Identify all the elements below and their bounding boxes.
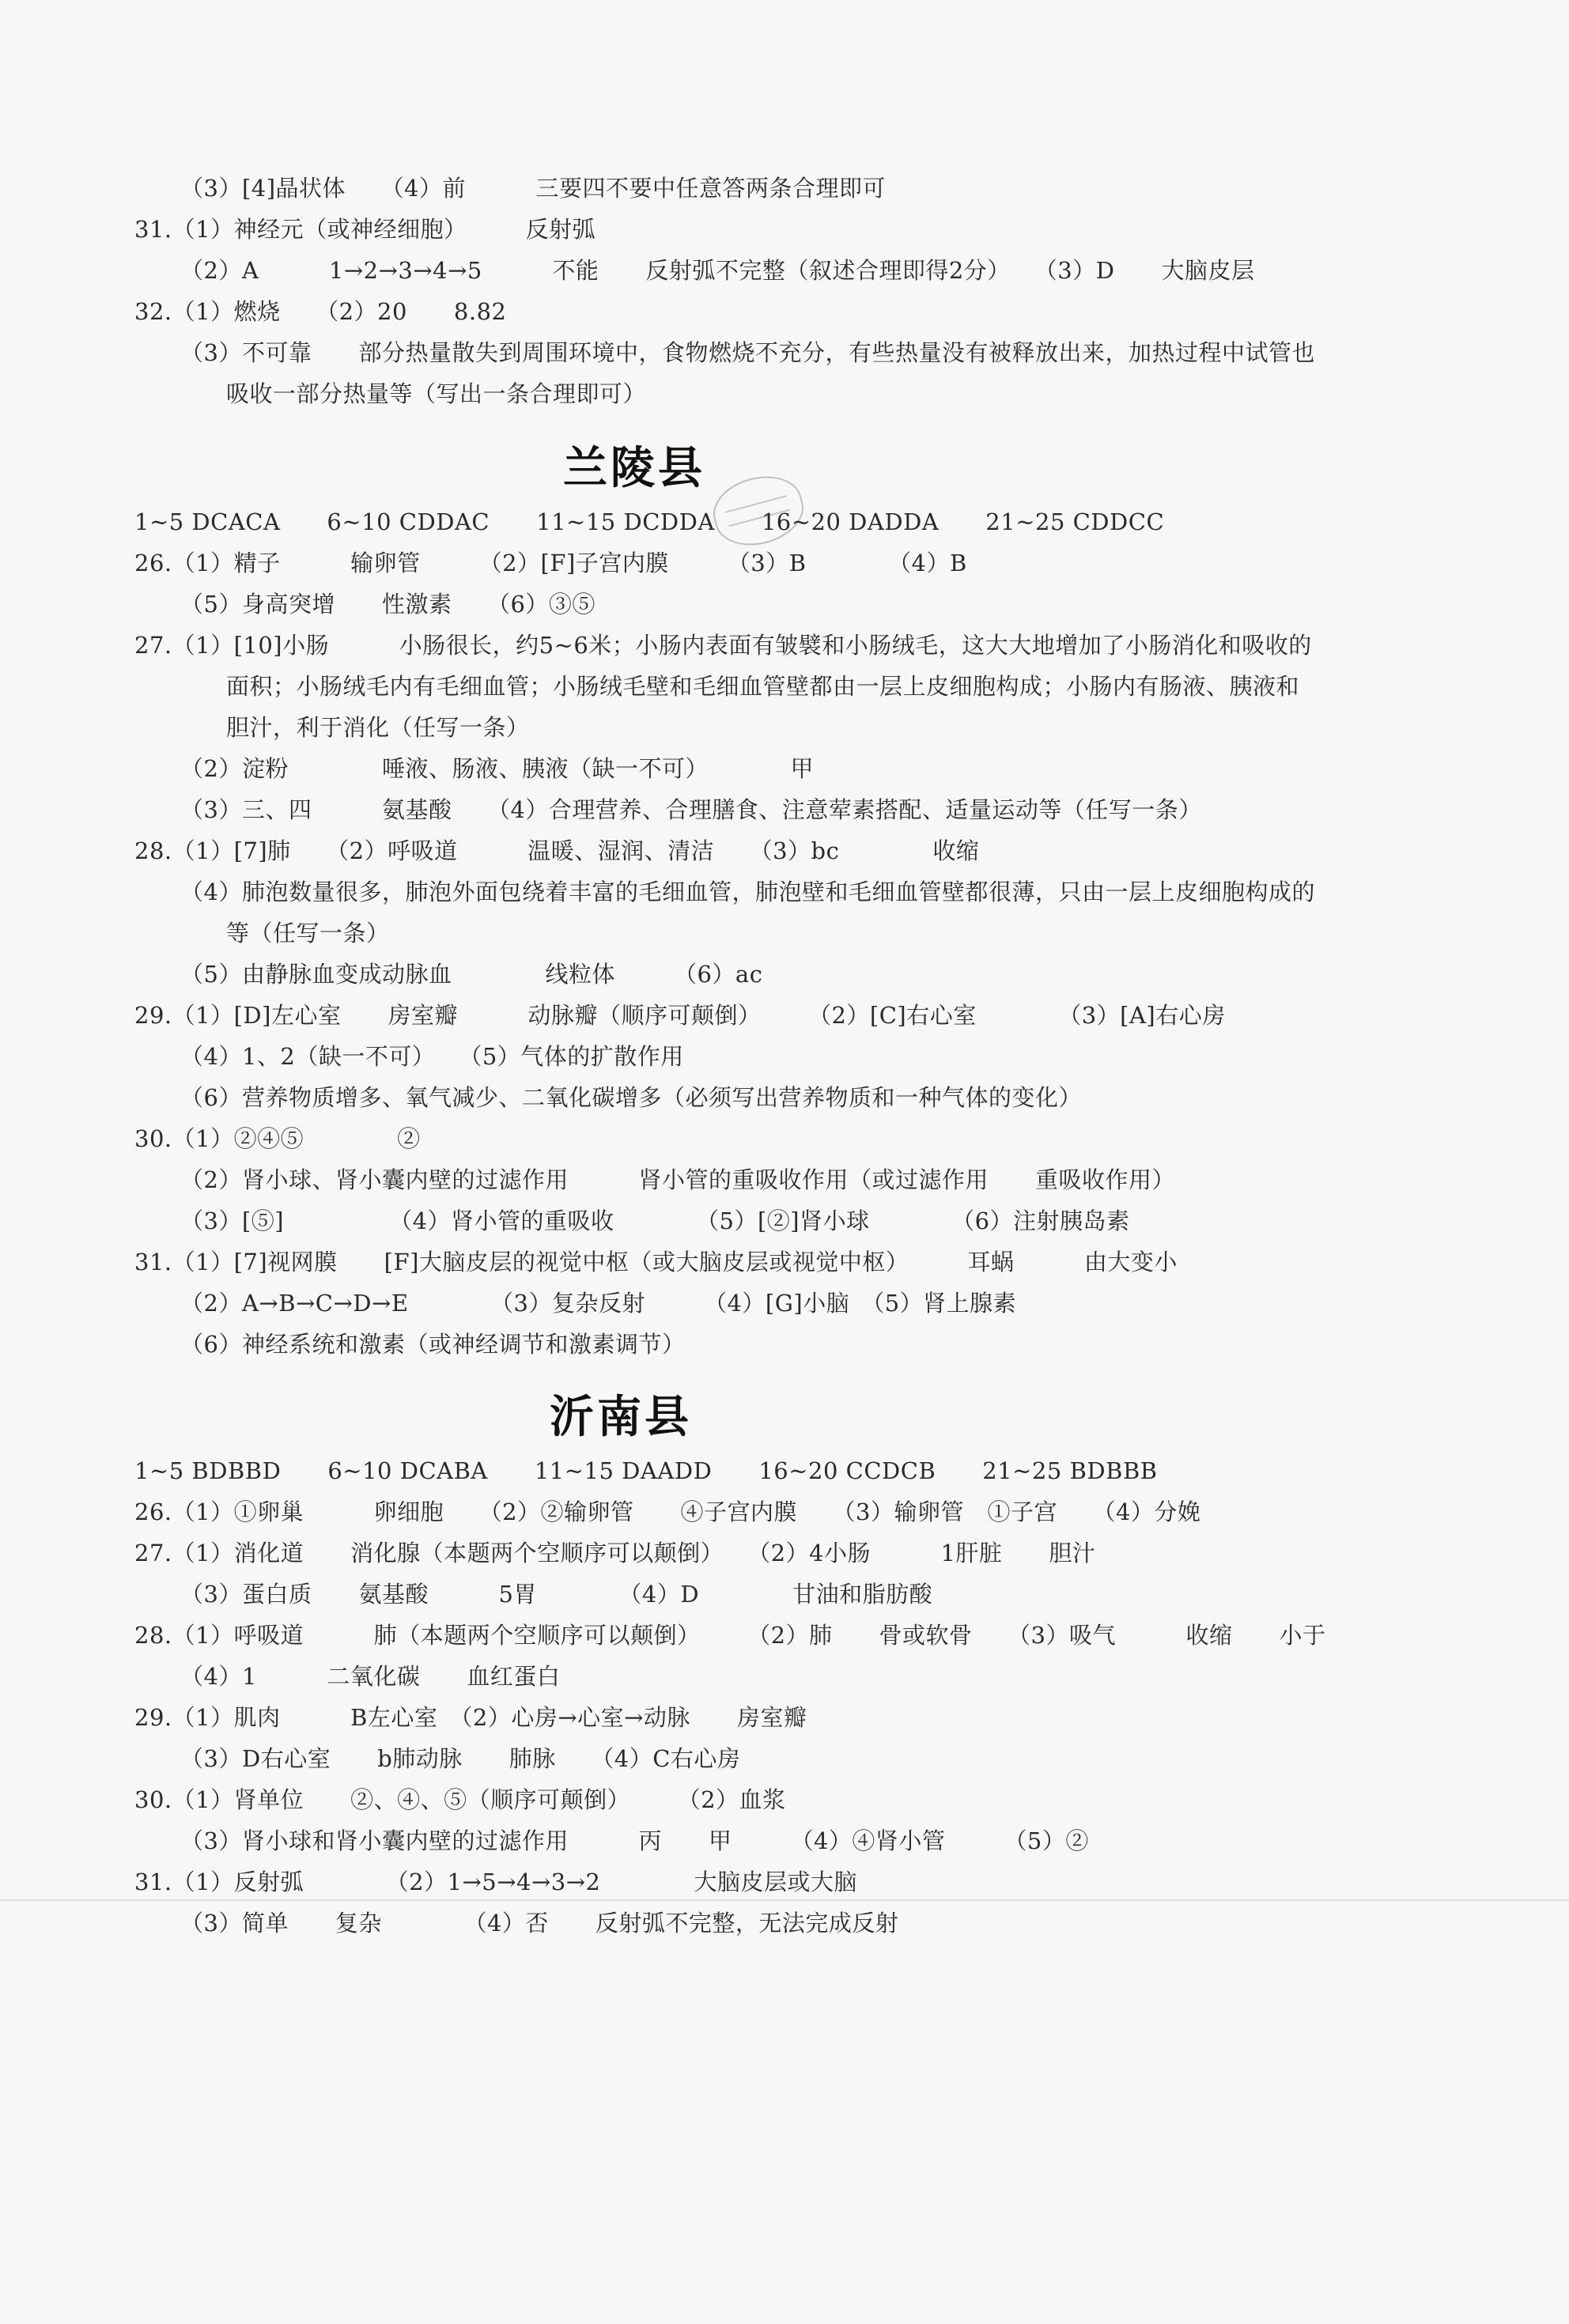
answer-line: （2）A 1→2→3→4→5 不能 反射弧不完整（叙述合理即得2分） （3）D 大脑皮层 [180, 257, 1255, 284]
answer-line: 30.（1）肾单位 ②、④、⑤（顺序可颠倒） （2）血浆 [134, 1786, 786, 1813]
answer-line: 26.（1）①卵巢 卵细胞 （2）②输卵管 ④子宫内膜 （3）输卵管 ①子宫 （4）分娩 [134, 1498, 1201, 1525]
choice-answers-yinan: 1~5 BDBBD 6~10 DCABA 11~15 DAADD 16~20 CCDCB 21~25 BDBBB [134, 1457, 1158, 1484]
answer-line: （3）[⑤] （4）肾小管的重吸收 （5）[②]肾小球 （6）注射胰岛素 [180, 1207, 1130, 1234]
heading-yinan: 沂南县 [550, 1392, 692, 1443]
answer-line: （4）1、2（缺一不可） （5）气体的扩散作用 [180, 1043, 684, 1070]
answer-line: （5）身高突增 性激素 （6）③⑤ [180, 591, 595, 618]
answer-line: （3）肾小球和肾小囊内壁的过滤作用 丙 甲 （4）④肾小管 （5）② [180, 1827, 1089, 1854]
answer-line: （3）[4]晶状体 （4）前 三要四不要中任意答两条合理即可 [180, 175, 886, 202]
answer-line: （5）由静脉血变成动脉血 线粒体 （6）ac [180, 961, 763, 988]
answer-line: 31.（1）[7]视网膜 [F]大脑皮层的视觉中枢（或大脑皮层或视觉中枢） 耳蜗 由大变小 [134, 1249, 1178, 1275]
answer-line: （3）简单 复杂 （4）否 反射弧不完整，无法完成反射 [180, 1910, 899, 1937]
answer-line: （4）1 二氧化碳 血红蛋白 [180, 1663, 561, 1690]
answer-line: 28.（1）呼吸道 肺（本题两个空顺序可以颠倒） （2）肺 骨或软骨 （3）吸气 收缩 小于 [134, 1622, 1326, 1649]
answer-line: 等（任写一条） [226, 920, 390, 947]
answer-line: 吸收一部分热量等（写出一条合理即可） [226, 380, 647, 407]
answer-line: （3）三、四 氨基酸 （4）合理营养、合理膳食、注意荤素搭配、适量运动等（任写一条） [180, 796, 1202, 823]
answer-line: 26.（1）精子 输卵管 （2）[F]子宫内膜 （3）B （4）B [134, 550, 967, 576]
answer-line: 31.（1）神经元（或神经细胞） 反射弧 [134, 216, 596, 243]
answer-line: （3）不可靠 部分热量散失到周围环境中，食物燃烧不充分，有些热量没有被释放出来，加热过程中试管也 [180, 339, 1315, 366]
answer-line: （3）蛋白质 氨基酸 5胃 （4）D 甘油和脂肪酸 [180, 1581, 933, 1608]
answer-line: 29.（1）[D]左心室 房室瓣 动脉瓣（顺序可颠倒） （2）[C]右心室 （3）[A]右心房 [134, 1002, 1226, 1029]
answer-line: 30.（1）②④⑤ ② [134, 1125, 421, 1152]
answer-line: 29.（1）肌肉 B左心室 （2）心房→心室→动脉 房室瓣 [134, 1704, 807, 1731]
answer-line: 32.（1）燃烧 （2）20 8.82 [134, 298, 507, 325]
answer-line: （2）肾小球、肾小囊内壁的过滤作用 肾小管的重吸收作用（或过滤作用 重吸收作用） [180, 1166, 1175, 1193]
answer-line: （6）神经系统和激素（或神经调节和激素调节） [180, 1331, 686, 1358]
answer-line: （2）A→B→C→D→E （3）复杂反射 （4）[G]小脑 （5）肾上腺素 [180, 1290, 1017, 1317]
answer-line: （3）D右心室 b肺动脉 肺脉 （4）C右心房 [180, 1745, 741, 1772]
scan-fold-line [0, 1899, 1569, 1901]
answer-line: （2）淀粉 唾液、肠液、胰液（缺一不可） 甲 [180, 755, 814, 782]
heading-lanling: 兰陵县 [563, 443, 705, 494]
answer-line: 28.（1）[7]肺 （2）呼吸道 温暖、湿润、清洁 （3）bc 收缩 [134, 837, 980, 864]
answer-line: 面积；小肠绒毛内有毛细血管；小肠绒毛壁和毛细血管壁都由一层上皮细胞构成；小肠内有肠液、胰液和 [226, 673, 1300, 700]
answer-line: （4）肺泡数量很多，肺泡外面包绕着丰富的毛细血管，肺泡壁和毛细血管壁都很薄，只由一层上皮细胞构成的 [180, 879, 1315, 905]
answer-line: （6）营养物质增多、氧气减少、二氧化碳增多（必须写出营养物质和一种气体的变化） [180, 1084, 1082, 1111]
answer-line: 27.（1）消化道 消化腺（本题两个空顺序可以颠倒） （2）4小肠 1肝脏 胆汁 [134, 1540, 1096, 1566]
choice-answers-lanling: 1~5 DCACA 6~10 CDDAC 11~15 DCDDA 16~20 DADDA 21~25 CDDCC [134, 508, 1165, 535]
answer-line: 27.（1）[10]小肠 小肠很长，约5~6米；小肠内表面有皱襞和小肠绒毛，这大大地增加了小肠消化和吸收的 [134, 632, 1312, 659]
answer-line: 胆汁，利于消化（任写一条） [226, 714, 530, 741]
answer-line: 31.（1）反射弧 （2）1→5→4→3→2 大脑皮层或大脑 [134, 1869, 857, 1895]
